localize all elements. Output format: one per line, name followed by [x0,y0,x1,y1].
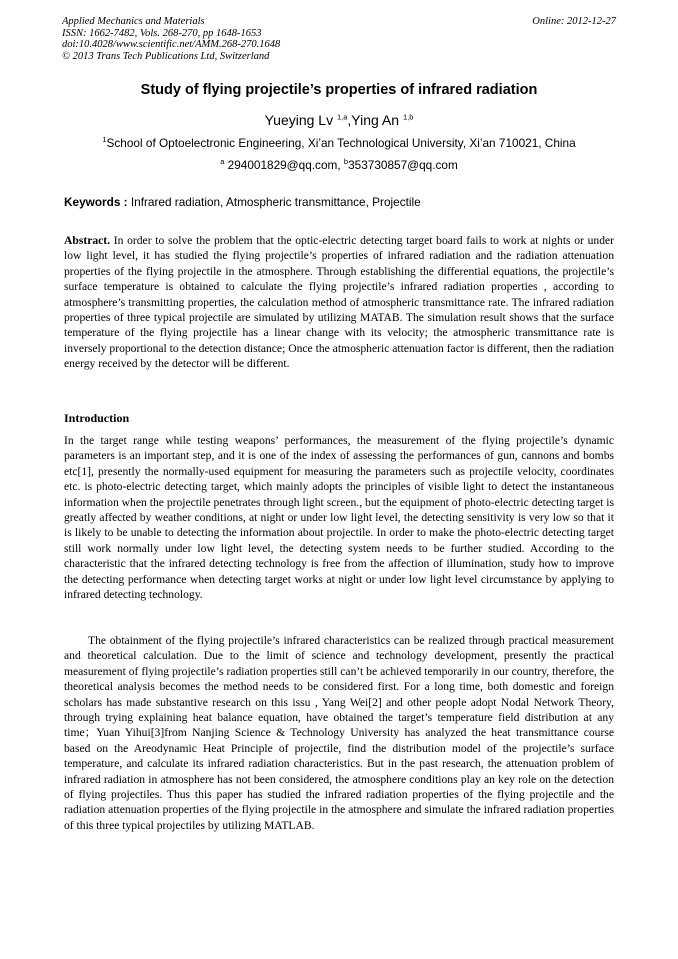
online-date: Online: 2012-12-27 [532,16,616,27]
keywords [64,195,624,209]
email-b-sup: b [343,157,349,167]
abstract [64,233,614,372]
abstract-label: Abstract. [64,234,111,247]
introduction-heading: Introduction [64,411,130,425]
email-a-sup: a [220,157,225,167]
email-b: 353730857@qq.com [348,158,458,172]
paper-title: Study of flying projectile’s properties of infrared radiation [140,82,538,98]
journal-header [62,16,616,62]
author-2-name: ,Ying An [347,112,403,128]
author-1-name: Yueying Lv [264,112,337,128]
abstract-text: In order to solve the problem that the optic-electric detecting target board fails to work at nights or under low light level, it has studied the flying projectile’s properties of infrared radiation and the radiation attenuation properties of the flying projectile in the atmosphere. Through establishing the differential equations, the projectile’s surface temperature is obtained to calculate the flying projectile’s infrared radiation properties , according to atmosphere’s transmitting properties, the calculation method of atmospheric transmittance rate. The infrared radiation properties of three typical projectile are simulated by utilizing MATAB. The simulation result shows that the surface temperature of the flying projectile has a linear change with its velocity; the atmospheric transmittance rate is inversely proportional to the detection distance; Once the atmospheric attenuation factor is different, then the radiation energy received by the detector will be different. [64,234,614,371]
author-1-sup: 1,a [336,112,348,122]
introduction-paragraph-1: In the target range while testing weapons’ performances, the measurement of the flying projectile’s dynamic parameters is an important step, and it is one of the index of assessing the performances of gun, cannons and bombs etc[1], presently the normally-used equipment for measuring the parameters such as projectile velocity, coordinates etc. is photo-electric detecting target, which mainly adopts the principles of visible light to detect the instantaneous information when the projectile penetrates through light screen., but the equipment of photo-electric detecting target is greatly affected by weather conditions, at night or under low light level, the detecting sensitivity is very low so that it is likely to be unable to detecting the information about projectile. In order to make the photo-electric detecting target still work normally under low light level, the detecting system needs to be further studied. According to the characteristic that the infrared detecting technology is free from the affection of illumination, study how to improve the detecting performance when detecting target works at night or under low light level circumstance by applying to infrared detecting technology. [64,434,614,602]
introduction-paragraph-2: The obtainment of the flying projectile’s infrared characteristics can be realized through practical measurement and theoretical calculation. Due to the limit of science and technology development, presently the practical measurement of flying projectile’s radiation properties still can’t be achieved temporarily in our country, therefore, the theoretical analysis becomes the method needs to be considered first. For a long time, both domestic and foreign scholars has made substantive research on this issu , Yang Wei[2] and other people adopt Nodal Network Theory, through trying explaining heat balance equation, have obtained the target’s temperature field distribution at any time；Yuan Yihui[3]from Nanjing Science & Technology University has analyzed the heat transmittance course based on the Areodynamic Heat Principle of projectile, find the distribution model of the projectile’s surface temperature, and calculate its infrared radiation characteristics. But in the past research, the attenuation problem of infrared radiation in atmosphere has not been considered, the atmosphere conditions play an key role on the detection of flying projectiles. Thus this paper has studied the infrared radiation properties of the flying projectile and the radiation attenuation properties of the flying projectile in the atmosphere and simulate the infrared radiation properties of this three typical projectiles by utilizing MATLAB. [64,634,614,832]
author-2-sup: 1,b [402,112,414,122]
affiliation-sup: 1 [102,135,107,145]
author-line [40,112,638,128]
keywords-text: Infrared radiation, Atmospheric transmittance, Projectile [130,195,421,209]
affiliation [30,136,648,150]
keywords-label: Keywords : [64,195,131,209]
issn-line: ISSN: 1662-7482, Vols. 268-270, pp 1648-1653 [62,27,262,39]
email-line [40,158,638,172]
copyright-line: © 2013 Trans Tech Publications Ltd, Switzerland [62,50,270,62]
doi-line: doi:10.4028/www.scientific.net/AMM.268-270.1648 [62,39,281,50]
affiliation-text: School of Optoelectronic Engineering, Xi’an Technological University, Xi’an 710021, China [106,136,576,150]
journal-name: Applied Mechanics and Materials [62,16,205,27]
email-a: 294001829@qq.com, [224,158,344,172]
